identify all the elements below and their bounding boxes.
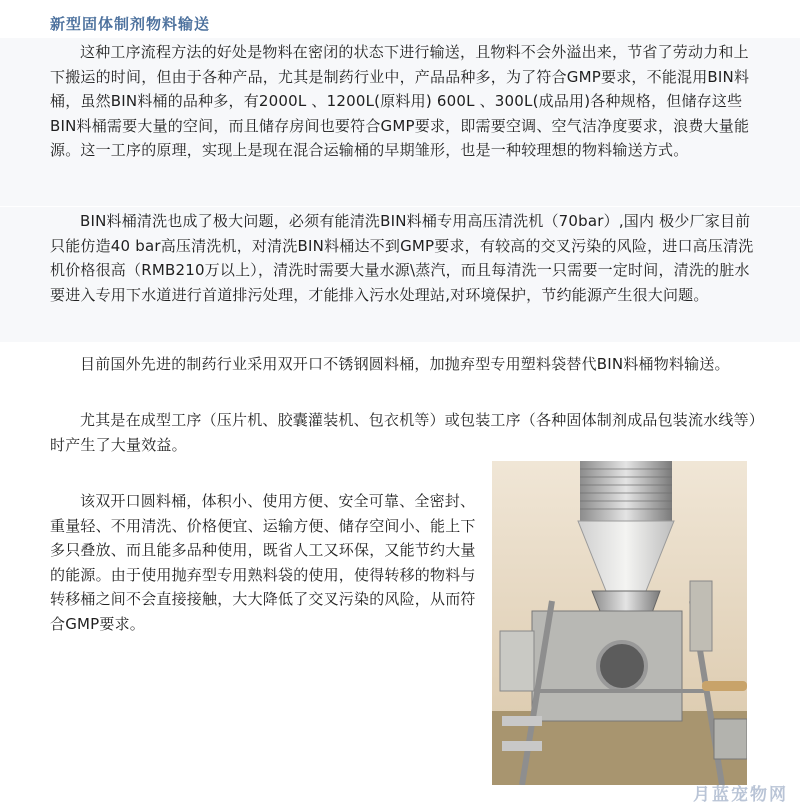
equipment-illustration [492, 461, 747, 785]
paragraph-1: 这种工序流程方法的好处是物料在密闭的状态下进行输送，且物料不会外溢出来，节省了劳动力和上下搬运的时间，但由于各种产品，尤其是制药行业中，产品品种多，为了符合GMP要求，不能混用BIN料桶，虽然BIN料桶的品种多，有2000L 、1200L(原料用) 600L 、300L(成品用)各种规格，但储存这些BIN料桶需要大量的空间，而且储存房间也要符合GMP要求，即需要空调、空气洁净度要求，浪费大量能源。这一工序的原理，实现上是现在混合运输桶的早期雏形，也是一种较理想的物料输送方式。 [50, 43, 750, 159]
page-title: 新型固体制剂物料输送 [50, 15, 211, 33]
paragraph-5: 该双开口圆料桶，体积小、使用方便、安全可靠、全密封、重量轻、不用清洗、价格便宜、运输方便、储存空间小、能上下多只叠放、而且能多品种使用，既省人工又环保，又能节约大量的能源。由于使用抛弃型专用熟料袋的使用，使得转移的物料与转移桶之间不会直接接触，大大降低了交叉污染的风险，从而符合GMP要求。 [50, 492, 476, 633]
paragraph-3: 目前国外先进的制药行业采用双开口不锈钢圆料桶，加抛弃型专用塑料袋替代BIN料桶物料输送。 [80, 355, 730, 373]
equipment-photo [492, 461, 747, 785]
paragraph-2: BIN料桶清洗也成了极大问题，必须有能清洗BIN料桶专用高压清洗机（70bar）,国内 极少厂家目前只能仿造40 bar高压清洗机，对清洗BIN料桶达不到GMP要求，有较高的交叉污染的风险，进口高压清洗机价格很高（RMB210万以上），清洗时需要大量水源\蒸汽，而且每清洗一只需要一定时间，清洗的脏水要进入专用下水道进行首道排污处理，才能排入污水处理站,对环境保护，节约能源产生很大问题。 [50, 212, 754, 304]
paragraph-4: 尤其是在成型工序（压片机、胶囊灌装机、包衣机等）或包装工序（各种固体制剂成品包装流水线等）时产生了大量效益。 [50, 411, 757, 454]
watermark: 月蓝宠物网 [693, 785, 788, 805]
